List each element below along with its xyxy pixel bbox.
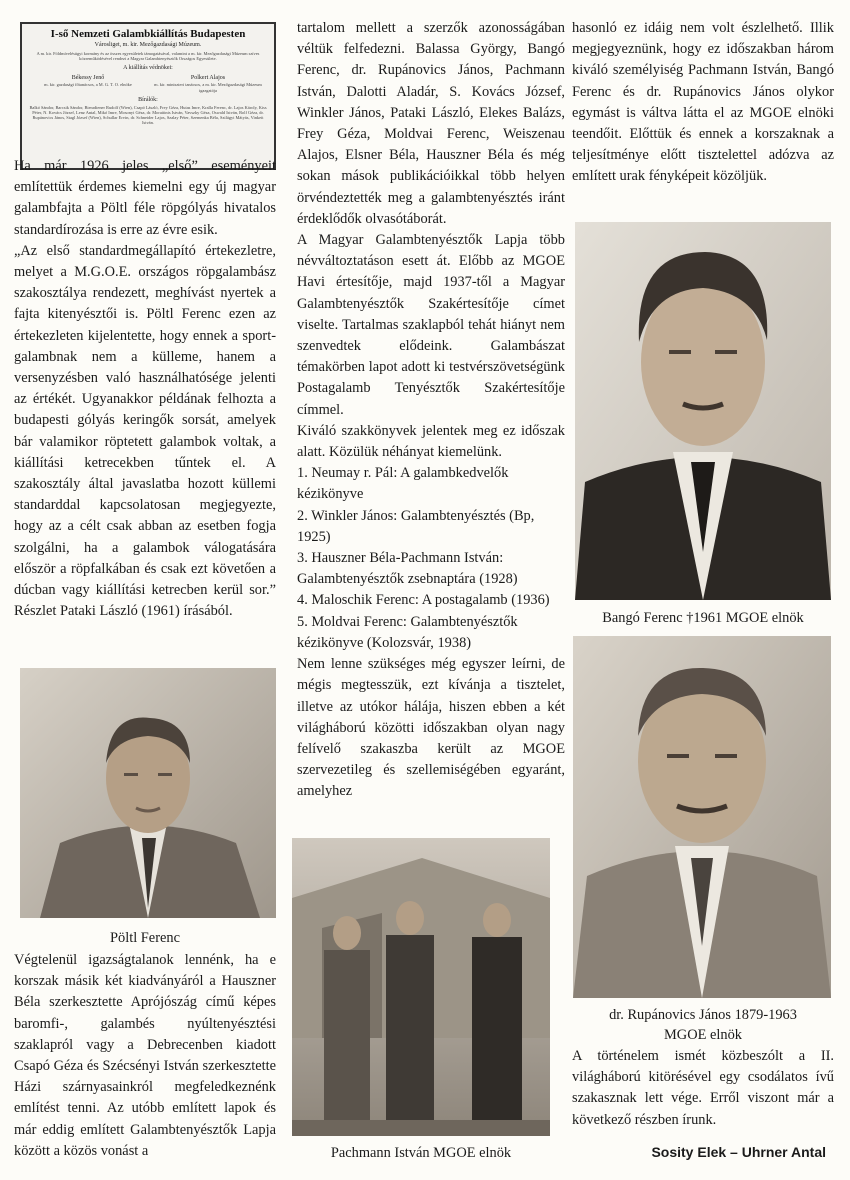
notice-subtitle: Városliget, m. kir. Mezőgazdasági Múzeum. [94,42,202,48]
photo-caption-rupanovics [572,1005,834,1045]
notice-patron-name: Békessy Jenő [71,75,105,82]
portrait-photo-poltl [20,668,276,918]
paragraph: Végtelenül igazságtalanok lennénk, ha e korszak másik két kiadványáról a Hauszner Béla szerkesztette Aprójószág című képes baromfi-, galambés nyúltenyésztési szaklapról vagy a Debrecenben kiadott Csapó Géza és Szécsényi István szerkesztette Házi szárnyasainkról megfeledkeznénk említést tenni. Az utóbb említett lapok és már eddig említett Galambtenyésztők Lapja között a közös vonást a [14,952,276,1159]
column-1-top-text [14,156,276,622]
notice-patrons-heading: A kiállítás védnökei: [123,65,173,72]
column-2-text [297,18,565,803]
portrait-photo-bango [575,222,831,600]
column-3-bottom-text [572,1046,834,1131]
notice-patrons [28,75,268,92]
photo-caption-poltl: Pöltl Ferenc [110,930,180,946]
book-list-item: 1. Neumay r. Pál: A galambkedvelők kézikönyve [297,465,509,503]
notice-patron [34,75,142,92]
paragraph: Nem lenne szükséges még egyszer leírni, de mégis megtesszük, ezt kívánja a tisztelet, illetve az utókor hálája, hiszen ebben a két világháború közötti időszakban olyan nagy felívelő szakaszba került az MGOE szervezetileg és szellemiségében egyaránt, amelyhez [297,656,565,800]
book-list-item: 5. Moldvai Ferenc: Galambtenyésztők kézikönyve (Kolozsvár, 1938) [297,613,518,651]
notice-title: I-ső Nemzeti Galambkiállítás Budapesten [50,28,246,40]
photo-caption-bango: Bangó Ferenc †1961 MGOE elnök [602,610,804,626]
paragraph: Kiváló szakkönyvek jelentek meg ez időszak alatt. Közülük néhányat kiemelünk. [297,422,565,461]
portrait-image [575,222,831,600]
column-1-bottom-text [14,950,276,1162]
author-signature: Sosity Elek – Uhrner Antal [651,1144,826,1160]
portrait-photo-rupanovics [573,636,831,998]
caption-line: MGOE elnök [664,1027,742,1043]
caption-line: dr. Rupánovics János 1879-1963 [609,1007,797,1023]
notice-judges: Balkó Sándor, Barcsik Sándor, Bieradiener Rudolf (Wien), Csapó László, Frey Géza, Hutas Imre, Kralla Ferenc, dr. Lajos Károly, Kiss Péter, N. Kovács József, Lenz Antal, Mikó Imre, Mosonyi Géza, dr. Moraitinis István, Vavszky Géza, Oswald István, Rolf Géza, dr. Rupánovics János, Stagl József (Wien), Schullar Ervin, dr. Schneider Lajos, Szalay Péter, Szemenka Béla, Szilágyi Mátyás, Vinkeit István. [29,104,267,126]
book-list-item: 3. Hauszner Béla-Pachmann István: Galambtenyésztők zsebnaptára (1928) [297,550,518,588]
paragraph: hasonló ez idáig nem volt észlelhető. Illik megjegyeznünk, hogy ez időszakban három kiváló személyiség Pachmann István, Bangó Ferenc és dr. Rupánovics János olykor egymást is váltva látta el az MGOE elnöki teendőit. Előttük és ennek a korszaknak a teljesítménye előtt tisztelettel adózva az említett urak fényképeit közöljük. [572,20,834,185]
column-3-top-text [572,18,834,188]
portrait-image [20,668,276,918]
notice-intro: A m. kir. Földmívelésügyi kormány és az összes egyesületek támogatásával, valamint a m. kir. Mezőgazdasági Múzeum szíves közreműködésével rendezi a Magyar Galambtenyésztők Országos Egyesülete. [36,51,260,62]
notice-patron-name: Polkert Alajos [190,75,226,82]
paragraph: Ha már 1926 jeles „első” eseményeit említettük érdemes kiemelni egy új magyar galambfajta a Pöltl féle röpgólyás hivatalos standardírozása is erre az évre esik. [14,158,276,238]
paragraph: A Magyar Galambtenyésztők Lapja több névváltoztatáson esett át. Előbb az MGOE Havi értesítője, majd 1937-től a Magyar Galambtenyésztők Szakértesítője címet viselte. Tartalmas szaklapból tehát hiányt nem szenvedtek elődeink. Galambászat témakörben lapot adott ki testvérszövetségünk Postagalamb Tenyésztők Szakértesítője címmel. [297,232,565,418]
portrait-image [573,636,831,998]
book-list-item: 2. Winkler János: Galambtenyésztés (Bp, 1925) [297,507,535,545]
group-photo-image [292,838,550,1136]
notice-patron [154,75,262,92]
notice-patron-role: m. kir. miniszteri tanácsos, a m. kir. Mezőgazdasági Múzeum igazgatója [154,82,262,93]
paragraph: „Az első standardmegállapító értekezletre, melyet a M.G.O.E. országos röpgalambász szakosztálya rendezett, meghívást nyertek a fajta kitenyésztői is. Pöltl Ferenc ezen az értekezleten kijelentette, hogy ennek a sportgalambnak nem a külleme, hanem a versenyzésben való használhatósége jelenti az értékét. Ugyanakkor példának felhozta a budapesti gólyás keringők sorsát, amelyek bár valamikor röptetett galambok voltak, a kiállítási ketrecekben tűntek el. A szakosztály által javaslatba hozott küllemi standarddal kapcsolatosan megjegyezte, hogy az a célt csak abban az esetben fogja szolgálni, ha a galambok válogatására először a röpfalkában és csak ezt követően a dúcban vagy kiállítási ketrecben kerül sor.” Részlet Pataki László (1961) írásából. [14,242,276,620]
paragraph: A történelem ismét közbeszólt a II. világháború kitörésével egy csodálatos ívű szakasznak lett vége. Erről viszont már a következő részben írunk. [572,1048,834,1128]
photo-caption-pachmann: Pachmann István MGOE elnök [330,1145,512,1161]
book-list-item: 4. Maloschik Ferenc: A postagalamb (1936) [297,592,550,609]
notice-patron-role: m. kir. gazdasági főtanácsos, a M. G. T. O. elnöke [44,82,132,88]
paragraph: tartalom mellett a szerzők azonosságában véltük felfedezni. Balassa György, Bangó Ferenc, dr. Rupánovics János, Pachmann István, Dalotti Aladár, S. Kovács József, Winkler János, Pataki László, Elekes Balázs, Frey Géza, Moldvai Ferenc, Weiszenau Alajos, Elsner Béla, Hauszner Béla és még sokan mások publikációikkal több helyen örvéndeztették meg a galambtenyésztés iránt érdeklődők olvasótáborát. [297,20,565,227]
exhibition-notice [20,22,276,170]
notice-judges-heading: Bírálók: [138,96,158,103]
group-photo-pachmann [292,838,550,1136]
